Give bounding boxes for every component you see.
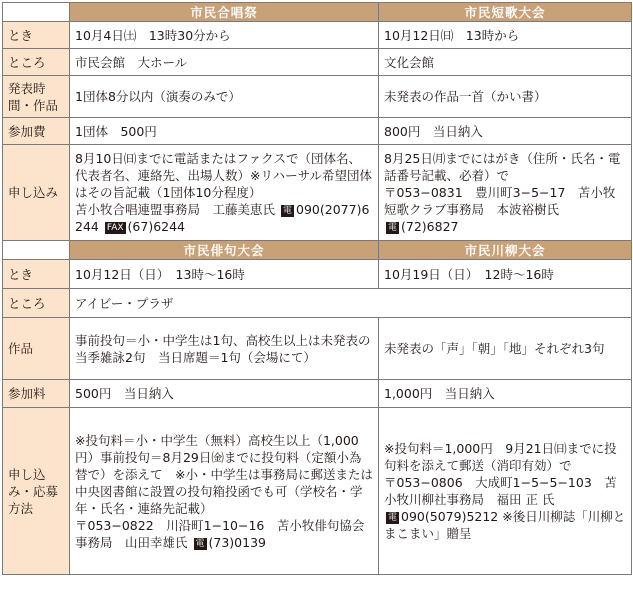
chorus-place: 市民会館 大ホール <box>70 49 379 76</box>
tanka-fee: 800円 当日納入 <box>379 118 632 145</box>
label-apply-method: 申し込み・応募方法 <box>3 408 70 575</box>
chorus-date: 10月4日㈯ 13時30分から <box>70 22 379 49</box>
haiku-apply-address: 〒053−0822 川沿町1−10−16 苫小牧俳句協会事務局 山田幸雄氏 <box>75 517 365 550</box>
haiku-fee: 500円 当日納入 <box>70 380 379 408</box>
tanka-title: 市民短歌大会 <box>379 3 632 22</box>
senryu-apply-address: 〒053−0806 大成町1−5−5−103 苫小牧川柳社事務局 福田 正 氏 <box>384 475 617 507</box>
chorus-title: 市民合唱祭 <box>70 3 379 22</box>
senryu-tel: 090(5079)5212 <box>401 509 499 524</box>
label-performance: 発表時間・作品 <box>3 76 70 118</box>
haiku-apply-text: ※投句料＝小・中学生（無料）高校生以上（1,000円）事前投句＝8月29日㈮までに投句料（定額小為替で）を添えて ※小・中学生は事務局に郵送または中央図書館に設置の投句箱投函でも可（学校名・学年・氏名・連絡先記載） <box>75 432 373 516</box>
fax-icon: FAX <box>106 223 124 233</box>
phone-icon: 電 <box>195 538 205 549</box>
row-fee-bottom <box>3 380 632 408</box>
haiku-date: 10月12日（日） 13時〜16時 <box>70 260 379 289</box>
tanka-tel: (72)6827 <box>401 219 459 234</box>
tanka-apply <box>379 145 632 241</box>
chorus-fee: 1団体 500円 <box>70 118 379 145</box>
row-works <box>3 318 632 380</box>
phone-icon: 電 <box>283 206 293 216</box>
haiku-senryu-place: アイビー・プラザ <box>70 289 632 318</box>
phone-icon: 電 <box>388 513 398 523</box>
label-works: 作品 <box>3 318 70 380</box>
chorus-performance: 1団体8分以内（演奏のみで） <box>70 76 379 118</box>
row-performance <box>3 76 632 118</box>
label-fee: 参加料 <box>3 380 70 408</box>
row-place-bottom <box>3 289 632 318</box>
tanka-apply-address: 〒053−0831 豊川町3−5−17 苫小牧短歌クラブ事務局 本波裕樹氏 <box>384 185 616 217</box>
header-row-top <box>3 3 632 22</box>
row-date-bottom <box>3 260 632 289</box>
senryu-fee: 1,000円 当日納入 <box>379 380 632 408</box>
haiku-tel: (73)0139 <box>208 534 266 550</box>
tanka-performance: 未発表の作品一首（かい書） <box>379 76 632 118</box>
event-info-table <box>2 2 631 603</box>
chorus-tel: 090(2077)6244 <box>75 202 370 234</box>
label-fee: 参加費 <box>3 118 70 145</box>
chorus-fax: (67)6244 <box>127 219 186 234</box>
header-blank-cell <box>3 241 70 260</box>
tanka-place: 文化会館 <box>379 49 632 76</box>
row-place-top <box>3 49 632 76</box>
row-fee-top <box>3 118 632 145</box>
chorus-apply <box>70 145 379 241</box>
phone-icon: 電 <box>388 223 398 233</box>
header-row-bottom <box>3 241 632 260</box>
chorus-apply-text: 8月10日㈰までに電話またはファクスで（団体名、代表者名、連絡先、出場人数）※リハーサル希望団体はその旨記載（1団体10分程度） <box>75 151 372 200</box>
haiku-apply <box>70 408 379 575</box>
tanka-date: 10月12日㈰ 13時から <box>379 22 632 49</box>
label-place: ところ <box>3 49 70 76</box>
row-date-top <box>3 22 632 49</box>
senryu-title: 市民川柳大会 <box>379 241 632 260</box>
senryu-apply-text: ※投句料＝1,000円 9月21日㈰までに投句料を添えて郵送（消印有効）で <box>384 441 617 473</box>
chorus-apply-contact: 苫小牧合唱連盟事務局 工藤美恵氏 <box>75 202 276 217</box>
senryu-apply <box>379 408 632 575</box>
label-date: とき <box>3 260 70 289</box>
label-place: ところ <box>3 289 70 318</box>
tanka-apply-text: 8月25日㈪までにはがき（住所・氏名・電話番号記載、必着）で <box>384 151 621 183</box>
label-apply: 申し込み <box>3 145 70 241</box>
senryu-date: 10月19日（日） 12時〜16時 <box>379 260 632 289</box>
row-apply-bottom <box>3 408 632 575</box>
row-apply-top <box>3 145 632 241</box>
label-date: とき <box>3 22 70 49</box>
senryu-apply-note: ※後日川柳誌「川柳とまこまい」贈呈 <box>384 509 626 541</box>
haiku-title: 市民俳句大会 <box>70 241 379 260</box>
header-blank-cell <box>3 3 70 22</box>
haiku-works: 事前投句＝小・中学生は1句、高校生以上は未発表の当季雑詠2句 当日席題＝1句（会場にて） <box>70 318 379 380</box>
senryu-works: 未発表の「声」「朝」「地」それぞれ3句 <box>379 318 632 380</box>
